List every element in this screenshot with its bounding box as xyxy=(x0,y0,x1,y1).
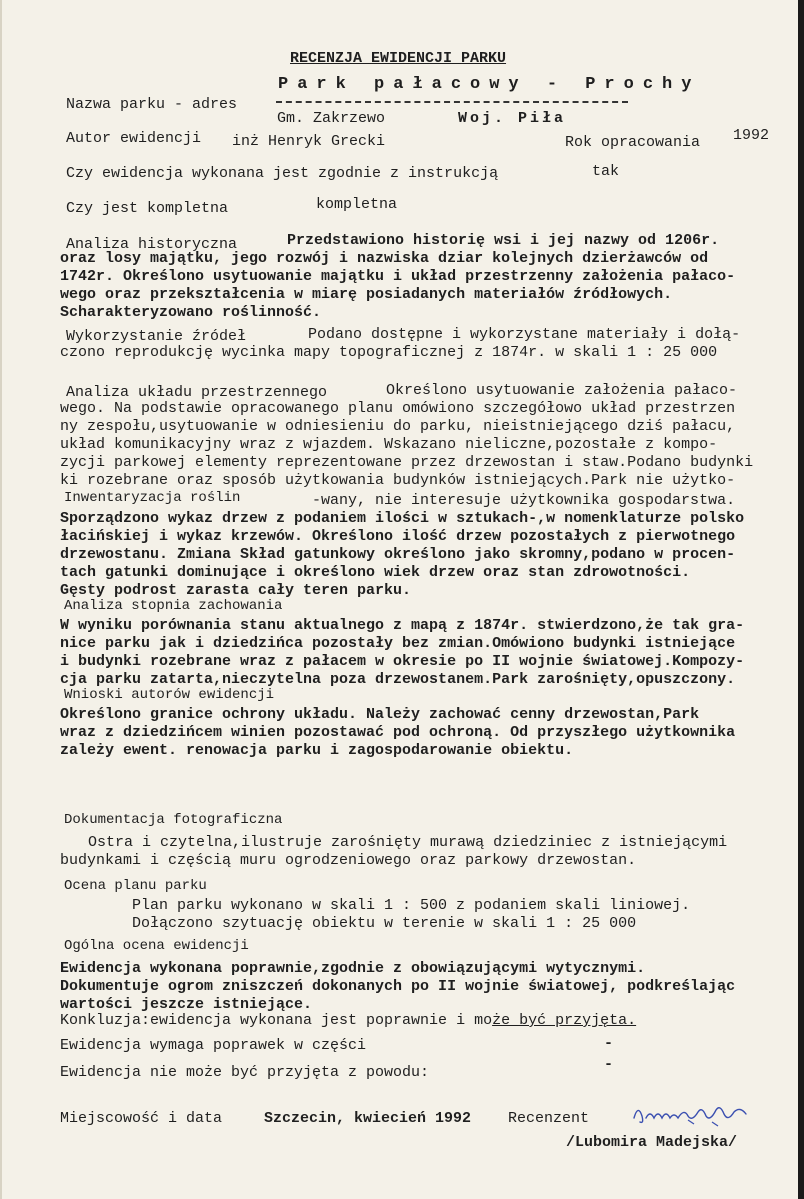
rejected-label: Ewidencja nie może być przyjęta z powodu: xyxy=(60,1064,430,1081)
overall-line: Dokumentuje ogrom zniszczeń dokonanych po II wojnie światowej, podkreślając xyxy=(60,978,736,995)
spatial-analysis-label: Analiza układu przestrzennego xyxy=(66,384,328,401)
spatial-line: ki rozebrane oraz sposób użytkowania budynków istniejących.Park nie użytko- xyxy=(60,472,736,489)
page-edge-left xyxy=(0,0,2,1199)
place-value: Szczecin, kwiecień 1992 xyxy=(264,1110,472,1127)
spatial-line: zycji parkowej elementy reprezentowane przez drzewostan i staw.Podano budynki xyxy=(60,454,754,471)
inventory-label: Inwentaryzacja roślin xyxy=(64,490,241,506)
instruction-label: Czy ewidencja wykonana jest zgodnie z instrukcją xyxy=(66,165,499,182)
reviewer-name: /Lubomira Madejska/ xyxy=(566,1134,738,1151)
historical-line: Przedstawiono historię wsi i jej nazwy od 1206r. xyxy=(287,232,720,249)
address-gmina: Gm. Zakrzewo xyxy=(277,110,386,127)
park-name: Park pałacowy - Prochy xyxy=(278,75,701,94)
spatial-line: układ komunikacyjny wraz z wjazdem. Wskazano nieliczne,pozostałe z kompo- xyxy=(60,436,718,453)
preservation-line: cja parku zatarta,nieczytelna poza drzewostanem.Park zarośnięty,opuszczony. xyxy=(60,671,736,688)
historical-analysis-label: Analiza historyczna xyxy=(66,236,238,253)
sources-label: Wykorzystanie źródeł xyxy=(66,328,247,345)
completeness-label: Czy jest kompletna xyxy=(66,200,229,217)
author-label: Autor ewidencji xyxy=(66,130,202,147)
photo-line: Ostra i czytelna,ilustruje zarośnięty murawą dziedziniec z istniejącymi xyxy=(88,834,728,851)
signature-image xyxy=(628,1098,758,1130)
address-woj: Woj. Piła xyxy=(458,110,567,127)
overall-line: wartości jeszcze istniejące. xyxy=(60,996,313,1013)
name-underline xyxy=(276,101,628,103)
sources-line: czono reprodukcję wycinka mapy topograficznej z 1874r. w skali 1 : 25 000 xyxy=(60,344,718,361)
spatial-line: wego. Na podstawie opracowanego planu omówiono szczegółowo układ przestrzen xyxy=(60,400,736,417)
historical-line: wego oraz przekształcenia w miarę posiadanych materiałów źródłowych. xyxy=(60,286,673,303)
conclusions-line: wraz z dziedzińcem winien pozostawać pod ochroną. Od przyszłego użytkownika xyxy=(60,724,736,741)
plan-line: Dołączono szytuację obiektu w terenie w skali 1 : 25 000 xyxy=(132,915,637,932)
conclusion-accepted: że być przyjęta. xyxy=(492,1012,637,1029)
rejected-value: - xyxy=(604,1056,614,1073)
overall-line: Ewidencja wykonana poprawnie,zgodnie z obowiązującymi wytycznymi. xyxy=(60,960,646,977)
reviewer-label: Recenzent xyxy=(508,1110,590,1127)
photo-label: Dokumentacja fotograficzna xyxy=(64,812,283,828)
inventory-line: Gęsty podrost zarasta cały teren parku. xyxy=(60,582,412,599)
historical-line: 1742r. Określono usytuowanie majątku i układ przestrzenny założenia pałaco- xyxy=(60,268,736,285)
year-label: Rok opracowania xyxy=(565,134,701,151)
place-label: Miejscowość i data xyxy=(60,1110,223,1127)
needs-fixes-label: Ewidencja wymaga poprawek w części xyxy=(60,1037,367,1054)
inventory-line: tach gatunki dominujące i określono wiek drzew oraz stan zdrowotności. xyxy=(60,564,691,581)
year-value: 1992 xyxy=(733,127,770,144)
conclusions-label: Wnioski autorów ewidencji xyxy=(64,687,275,703)
historical-line: oraz losy majątku, jego rozwój i nazwiska dziar kolejnych dzierżawców od xyxy=(60,250,709,267)
page-edge-right xyxy=(798,0,804,1199)
address-label: Nazwa parku - adres xyxy=(66,96,238,113)
preservation-line: W wyniku porównania stanu aktualnego z mapą z 1874r. stwierdzono,że tak gra- xyxy=(60,617,745,634)
overall-label: Ogólna ocena ewidencji xyxy=(64,938,249,954)
inventory-line: drzewostanu. Zmiana Skład gatunkowy określono jako skromny,podano w procen- xyxy=(60,546,736,563)
author-value: inż Henryk Grecki xyxy=(232,133,386,150)
conclusion-text xyxy=(60,1012,636,1030)
instruction-value: tak xyxy=(592,163,620,180)
spatial-line: Określono usytuowanie założenia pałaco- xyxy=(386,382,738,399)
completeness-value: kompletna xyxy=(316,196,398,213)
inventory-inline: -wany, nie interesuje użytkownika gospodarstwa. xyxy=(312,492,736,509)
inventory-line: łacińskiej i wykaz krzewów. Określono ilość drzew pozostałych z pierwotnego xyxy=(60,528,736,545)
needs-fixes-value: - xyxy=(604,1035,614,1052)
preservation-line: i budynki rozebrane wraz z pałacem w okresie po II wojnie światowej.Kompozy- xyxy=(60,653,745,670)
inventory-line: Sporządzono wykaz drzew z podaniem ilości w sztukach-,w nomenklaturze polsko xyxy=(60,510,745,527)
conclusions-line: zależy ewent. renowacja parku i zagospodarowanie obiektu. xyxy=(60,742,574,759)
preservation-line: nice parku jak i dziedzińca pozostały bez zmian.Omówiono budynki istniejące xyxy=(60,635,736,652)
historical-line: Scharakteryzowano roślinność. xyxy=(60,304,322,321)
plan-label: Ocena planu parku xyxy=(64,878,207,894)
sources-line: Podano dostępne i wykorzystane materiały i dołą- xyxy=(308,326,741,343)
preservation-label: Analiza stopnia zachowania xyxy=(64,598,283,614)
conclusion-part: Konkluzja:ewidencja wykonana jest poprawnie i mo xyxy=(60,1012,493,1029)
plan-line: Plan parku wykonano w skali 1 : 500 z podaniem skali liniowej. xyxy=(132,897,691,914)
photo-line: budynkami i częścią muru ogrodzeniowego oraz parkowy drzewostan. xyxy=(60,852,637,869)
spatial-line: ny zespołu,usytuowanie w odniesieniu do parku, nieistniejącego dziś pałacu, xyxy=(60,418,736,435)
conclusions-line: Określono granice ochrony układu. Należy zachować cenny drzewostan,Park xyxy=(60,706,700,723)
document-title: RECENZJA EWIDENCJI PARKU xyxy=(290,50,507,67)
